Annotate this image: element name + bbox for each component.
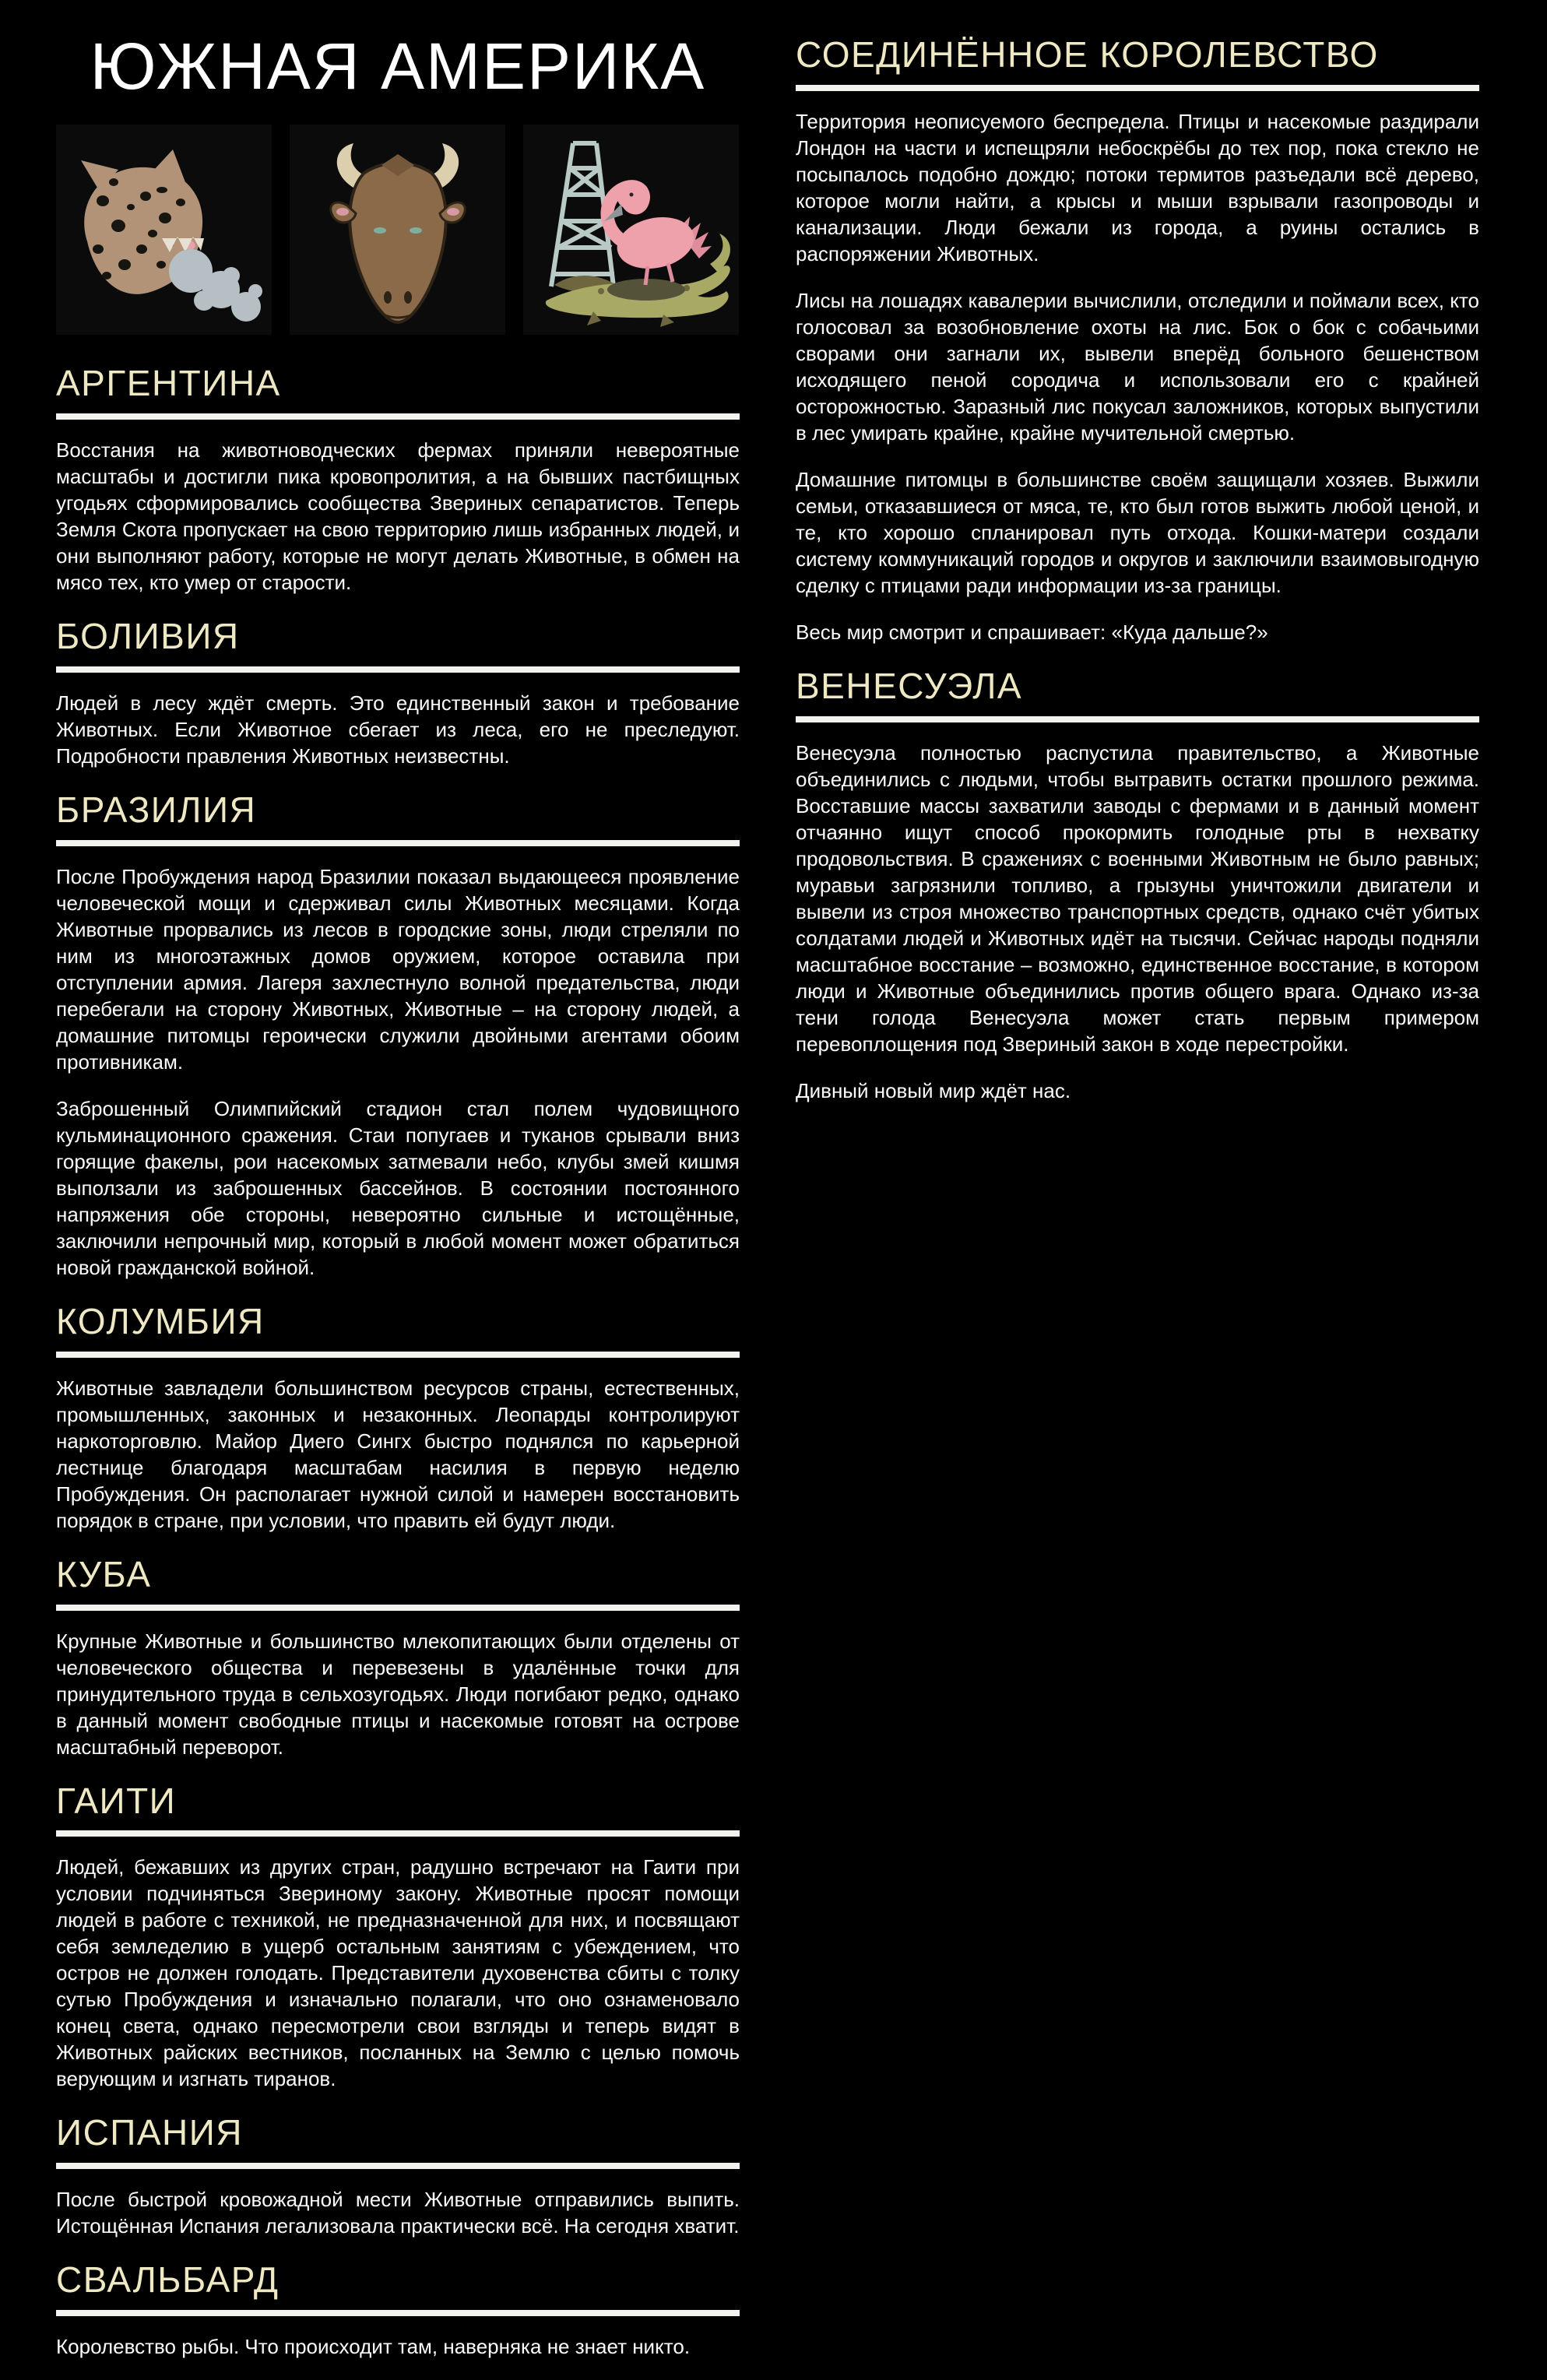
section-heading-spain: ИСПАНИЯ [56, 2112, 244, 2153]
section-paragraph: Территория неописуемого беспредела. Птицы и насекомые раздирали Лондон на части и испещряли небоскрёбы до тех пор, пока стекло не посыпалось подобно дождю; потоки термитов разъедали всё дерево, которое могли найти, а крысы и мыши взрывали газопроводы и канализации. Люди бежали из города, а руины остались в распоряжении Животных. [796, 109, 1479, 265]
section-argentina [56, 363, 740, 596]
section-heading-cuba: КУБА [56, 1553, 152, 1594]
section-paragraph: Людей, бежавших из других стран, радушно встречают на Гаити при условии подчиняться Звериному закону. Животные просят помощи людей в работе с техникой, не предназначенной для них, и посвящают себя земледелию в ущерб остальным занятиям с убеждением, что остров не должен голодать. Представители духовенства сбиты с толку сутью Пробуждения и изначально полагали, что оно ознаменовало конец света, однако пересмотрели свои взгляды и теперь видят в Животных райских вестников, посланных на Землю с целью помочь верующим и изгнать тиранов. [56, 1855, 740, 2091]
section-paragraph: Домашние питомцы в большинстве своём защищали хозяев. Выжили семьи, отказавшиеся от мяса, те, кто был готов выжить любой ценой, и те, кто хорошо спланировал путь отхода. Кошки-матери создали систему коммуникаций городов и округов и заключили взаимовыгодную сделку с птицами ради информации из-за границы. [796, 467, 1479, 597]
section-heading-argentina: АРГЕНТИНА [56, 363, 281, 404]
section-svalbard [56, 2259, 740, 2360]
heading-rule [56, 840, 740, 846]
heading-rule [796, 85, 1479, 91]
section-paragraph: Людей в лесу ждёт смерть. Это единственный закон и требование Животных. Если Животное сбегает из леса, его не преследуют. Подробности правления Животных неизвестны. [56, 691, 740, 768]
section-paragraph: После Пробуждения народ Бразилии показал выдающееся проявление человеческой мощи и сдерживал силы Животных месяцами. Когда Животные прорвались из лесов в городские зоны, люди стреляли по ним из многоэтажных домов оружием, которое оставила при отступлении армия. Лагеря захлестнуло волной предательства, люди перебегали на сторону Животных, Животные – на сторону людей, а домашние питомцы героически служили двойными агентами обоим противникам. [56, 864, 740, 1074]
section-paragraph: Восстания на животноводческих фермах приняли невероятные масштабы и достигли пика кровопролития, а на бывших пастбищных угодьях сформировались сообщества Звериных сепаратистов. Теперь Земля Скота пропускает на свою территорию лишь избранных людей, и они выполняют работу, которые не могут делать Животные, в обмен на мясо тех, кто умер от старости. [56, 438, 740, 594]
section-brazil [56, 789, 740, 1281]
section-paragraph: Лисы на лошадях кавалерии вычислили, отследили и поймали всех, кто голосовал за возобновление охоты на лис. Бок о бок с собачьими сворами они загнали их, вывели вперёд больного бешенством исходящего пеной сородича и использовали его с крайней осторожностью. Заразный лис покусал заложников, которых выпустили в лес умирать крайне, крайне мучительной смертью. [796, 288, 1479, 445]
section-united-kingdom [796, 34, 1479, 645]
section-paragraph: Дивный новый мир ждёт нас. [796, 1078, 1071, 1102]
heading-rule [56, 1605, 740, 1611]
jaguar-smoke-illustration [56, 125, 272, 335]
section-heading-brazil: БРАЗИЛИЯ [56, 789, 257, 830]
section-venezuela [796, 666, 1479, 1104]
section-paragraph: Весь мир смотрит и спрашивает: «Куда дальше?» [796, 620, 1268, 644]
page-title: ЮЖНАЯ АМЕРИКА [90, 30, 706, 103]
section-haiti [56, 1781, 740, 2093]
section-paragraph: Заброшенный Олимпийский стадион стал полем чудовищного кульминационного сражения. Стаи попугаев и туканов срывали вниз горящие факелы, рои насекомых затмевали небо, клубы змей кишмя выползали из заброшенных бассейнов. В состоянии постоянного напряжения обе стороны, невероятно сильные и истощённые, заключили непрочный мир, который в любой момент может обратиться новой гражданской войной. [56, 1096, 740, 1279]
section-colombia [56, 1301, 740, 1534]
section-paragraph: После быстрой кровожадной мести Животные отправились выпить. Истощённая Испания легализовала практически всё. На сегодня хватит. [56, 2188, 740, 2238]
heading-rule [56, 2310, 740, 2316]
section-heading-svalbard: СВАЛЬБАРД [56, 2259, 280, 2301]
section-paragraph: Животные завладели большинством ресурсов страны, естественных, промышленных, законных и незаконных. Леопарды контролируют наркоторговлю. Майор Диего Сингх быстро поднялся по карьерной лестнице благодаря масштабам насилия в первую неделю Пробуждения. Он располагает нужной силой и намерен восстановить порядок в стране, при условии, что править ей будут люди. [56, 1376, 740, 1532]
left-column [56, 30, 740, 2380]
bull-head-illustration [290, 125, 505, 335]
heading-rule [56, 2163, 740, 2169]
section-heading-haiti: ГАИТИ [56, 1780, 177, 1821]
heading-rule [56, 666, 740, 673]
section-spain [56, 2112, 740, 2239]
section-paragraph: Королевство рыбы. Что происходит там, наверняка не знает никто. [56, 2335, 691, 2359]
section-paragraph: Крупные Животные и большинство млекопитающих были отделены от человеческого общества и перевезены в удалённые точки для принудительного труда в сельхозугодьях. Люди погибают редко, однако в данный момент свободные птицы и насекомые готовят на острове масштабный переворот. [56, 1629, 740, 1759]
section-cuba [56, 1554, 740, 1760]
section-bolivia [56, 616, 740, 769]
section-heading-venezuela: ВЕНЕСУЭЛА [796, 665, 1023, 706]
section-heading-bolivia: БОЛИВИЯ [56, 615, 240, 656]
illustration-panel [56, 125, 272, 335]
illustration-row [56, 125, 740, 335]
section-paragraph: Венесуэла полностью распустила правительство, а Животные объединились с людьми, чтобы вытравить остатки прошлого режима. Восставшие массы захватили заводы с фермами и в данный момент отчаянно ищут способ прокормить голодные рты в нехватку продовольствия. В сражениях с военными Животным не было равных; муравьи загрязнили топливо, а грызуны уничтожили двигатели и вывели из строя множество транспортных средств, однако счёт убитых солдатами людей и Животных идёт на тысячи. Сейчас народы подняли масштабное восстание – возможно, единственное восстание, в котором люди и Животные объединились против общего врага. Однако из-за тени голода Венесуэла может стать первым примером перевоплощения под Звериный закон в ходе перестройки. [796, 740, 1479, 1056]
section-heading-colombia: КОЛУМБИЯ [56, 1300, 265, 1341]
heading-rule [56, 413, 740, 420]
flamingo-crocodile-derrick-illustration [523, 125, 739, 335]
heading-rule [796, 716, 1479, 722]
heading-rule [56, 1830, 740, 1837]
section-heading-united-kingdom: СОЕДИНЁННОЕ КОРОЛЕВСТВО [796, 34, 1379, 75]
illustration-panel [523, 125, 739, 335]
right-column [796, 34, 1479, 1124]
heading-rule [56, 1352, 740, 1358]
illustration-panel [290, 125, 505, 335]
